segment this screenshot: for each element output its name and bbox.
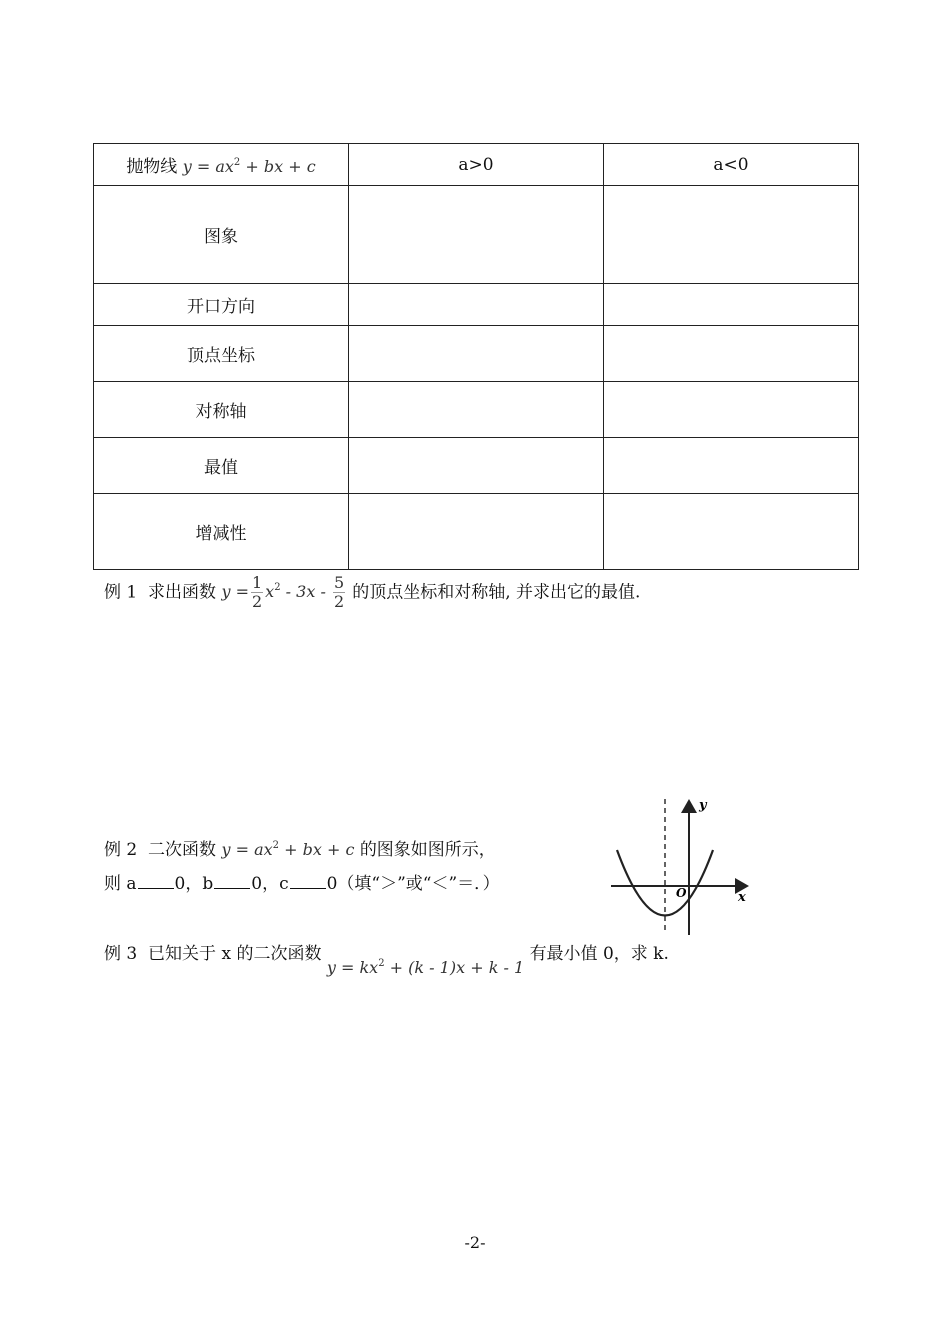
- answer-cell: [604, 494, 859, 570]
- fraction-five-halves: $\frac{5}{2}$: [333, 573, 345, 612]
- example-3-label: 例 3: [104, 944, 138, 964]
- table-row: [94, 284, 859, 326]
- example-2-text-2: 的图象如图所示，: [359, 840, 496, 860]
- example-3-text: 已知关于 x 的二次函数: [148, 944, 322, 964]
- example-2-label: 例 2: [104, 840, 138, 860]
- y-axis-label: y: [699, 798, 707, 813]
- row-label: 对称轴: [94, 382, 349, 438]
- blank-c[interactable]: [290, 874, 326, 889]
- example-3-formula: $y = kx^2 + (k - 1)x + k - 1$: [326, 958, 525, 977]
- header-a-negative: a<0: [604, 144, 859, 186]
- row-label: 图象: [94, 186, 349, 284]
- answer-cell: [604, 326, 859, 382]
- answer-cell: [349, 284, 604, 326]
- x-axis-label: x: [738, 890, 746, 905]
- answer-cell: [349, 186, 604, 284]
- answer-cell: [349, 382, 604, 438]
- page-number: -2-: [464, 1233, 486, 1252]
- table-row: [94, 438, 859, 494]
- example-2-formula: $y = ax^2$ + bx + c: [221, 840, 355, 859]
- answer-cell: [604, 186, 859, 284]
- example-2-text: 二次函数: [148, 840, 217, 860]
- answer-cell: [349, 326, 604, 382]
- example-1-text: 求出函数: [148, 582, 217, 603]
- header-parabola-cell: [94, 144, 349, 186]
- header-formula: $y = ax^2$ + bx + c: [182, 157, 316, 176]
- example-1-label: 例 1: [104, 582, 138, 603]
- table-row: [94, 494, 859, 570]
- header-label: 抛物线: [126, 157, 178, 177]
- answer-cell: [349, 494, 604, 570]
- header-a-positive: a>0: [349, 144, 604, 186]
- origin-label: O: [676, 886, 687, 900]
- fraction-one-half: $\frac{1}{2}$: [251, 573, 263, 612]
- parabola-properties-table: [93, 143, 859, 570]
- row-label: 顶点坐标: [94, 326, 349, 382]
- example-1: [104, 574, 640, 612]
- answer-cell: [604, 382, 859, 438]
- row-label: 增减性: [94, 494, 349, 570]
- example-1-question: 的顶点坐标和对称轴, 并求出它的最值.: [352, 582, 641, 603]
- table-row: [94, 326, 859, 382]
- answer-cell: [349, 438, 604, 494]
- table-row: [94, 186, 859, 284]
- example-1-formula: y = $\frac{1}{2}$ $x^2 - 3x$ - $\frac{5}{2}$: [221, 573, 345, 612]
- example-2-line-2: 则 a 0，b 0，c 0（填“＞”或“＜”＝．）: [104, 874, 500, 894]
- blank-a[interactable]: [138, 874, 174, 889]
- table-row: [94, 382, 859, 438]
- answer-cell: [604, 284, 859, 326]
- table-header-row: [94, 144, 859, 186]
- row-label: 最值: [94, 438, 349, 494]
- example-2-line-1: [104, 835, 496, 860]
- example-3: [104, 939, 669, 977]
- row-label: 开口方向: [94, 284, 349, 326]
- example-3-question: 有最小值 0，求 k.: [529, 944, 669, 964]
- blank-b[interactable]: [214, 874, 250, 889]
- answer-cell: [604, 438, 859, 494]
- example-2-parabola-graph: [605, 793, 755, 941]
